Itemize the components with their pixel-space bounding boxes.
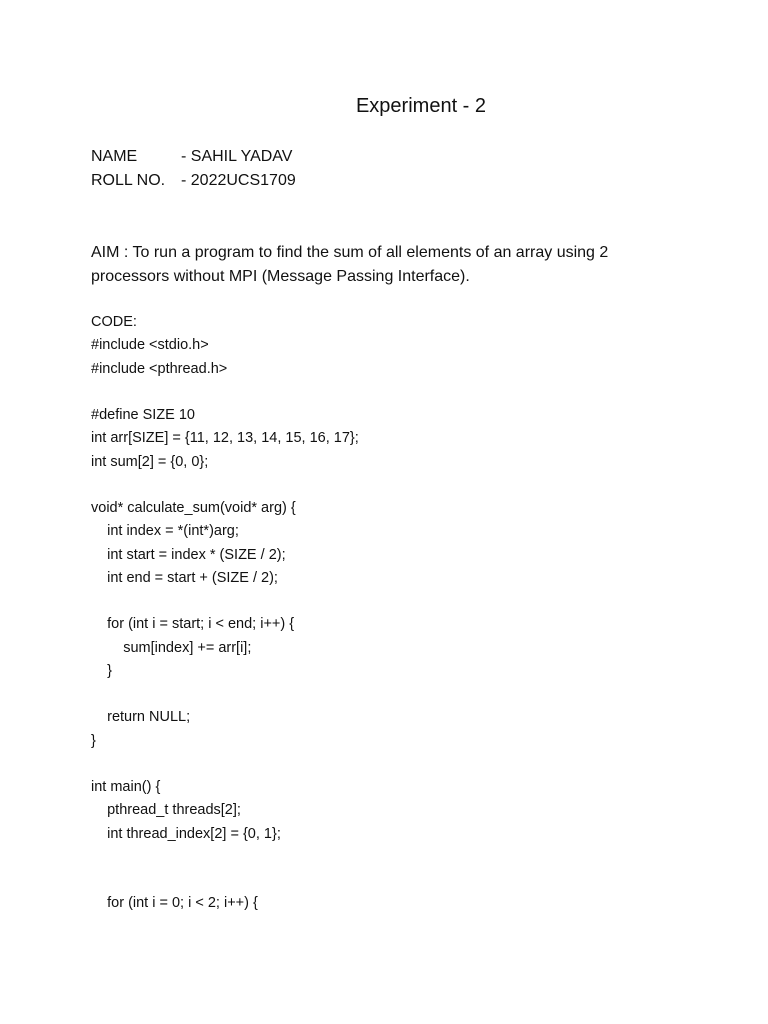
name-value: - SAHIL YADAV	[181, 148, 293, 165]
code-line	[91, 869, 359, 892]
code-line	[91, 590, 359, 613]
aim-paragraph	[91, 241, 691, 289]
code-section	[91, 311, 359, 916]
code-line: int thread_index[2] = {0, 1};	[91, 825, 281, 842]
code-line: #include <pthread.h>	[91, 360, 228, 377]
code-line: #include <stdio.h>	[91, 337, 209, 354]
name-label: NAME	[91, 148, 138, 165]
code-line: #define SIZE 10	[91, 407, 195, 423]
roll-row	[91, 169, 296, 193]
code-line	[91, 381, 359, 404]
code-line: void* calculate_sum(void* arg) {	[91, 500, 296, 516]
code-line: sum[index] += arr[i];	[91, 639, 252, 656]
code-line	[91, 753, 359, 776]
code-line: int arr[SIZE] = {11, 12, 13, 14, 15, 16, 17};	[91, 430, 359, 447]
roll-value: - 2022UCS1709	[181, 172, 296, 189]
code-line: }	[91, 662, 112, 679]
code-block	[91, 334, 359, 915]
code-line: int main() {	[91, 779, 161, 795]
code-line	[91, 683, 359, 706]
code-line: pthread_t threads[2];	[91, 802, 241, 819]
code-line: for (int i = 0; i < 2; i++) {	[91, 895, 258, 912]
code-line: return NULL;	[91, 709, 191, 726]
code-line: for (int i = start; i < end; i++) {	[91, 616, 295, 633]
student-info	[91, 145, 296, 193]
code-line: }	[91, 732, 96, 749]
aim-line: AIM : To run a program to find the sum of all elements of an array using 2	[91, 244, 609, 261]
roll-label: ROLL NO.	[91, 172, 166, 189]
code-line	[91, 474, 359, 497]
document-title: Experiment - 2	[355, 95, 487, 117]
code-heading: CODE:	[91, 314, 137, 330]
code-line: int sum[2] = {0, 0};	[91, 453, 209, 470]
code-line: int start = index * (SIZE / 2);	[91, 546, 286, 563]
aim-line: processors without MPI (Message Passing Interface).	[91, 268, 470, 285]
code-line	[91, 846, 359, 869]
code-line: int end = start + (SIZE / 2);	[91, 569, 278, 586]
name-row	[91, 145, 296, 169]
code-line: int index = *(int*)arg;	[91, 523, 239, 540]
